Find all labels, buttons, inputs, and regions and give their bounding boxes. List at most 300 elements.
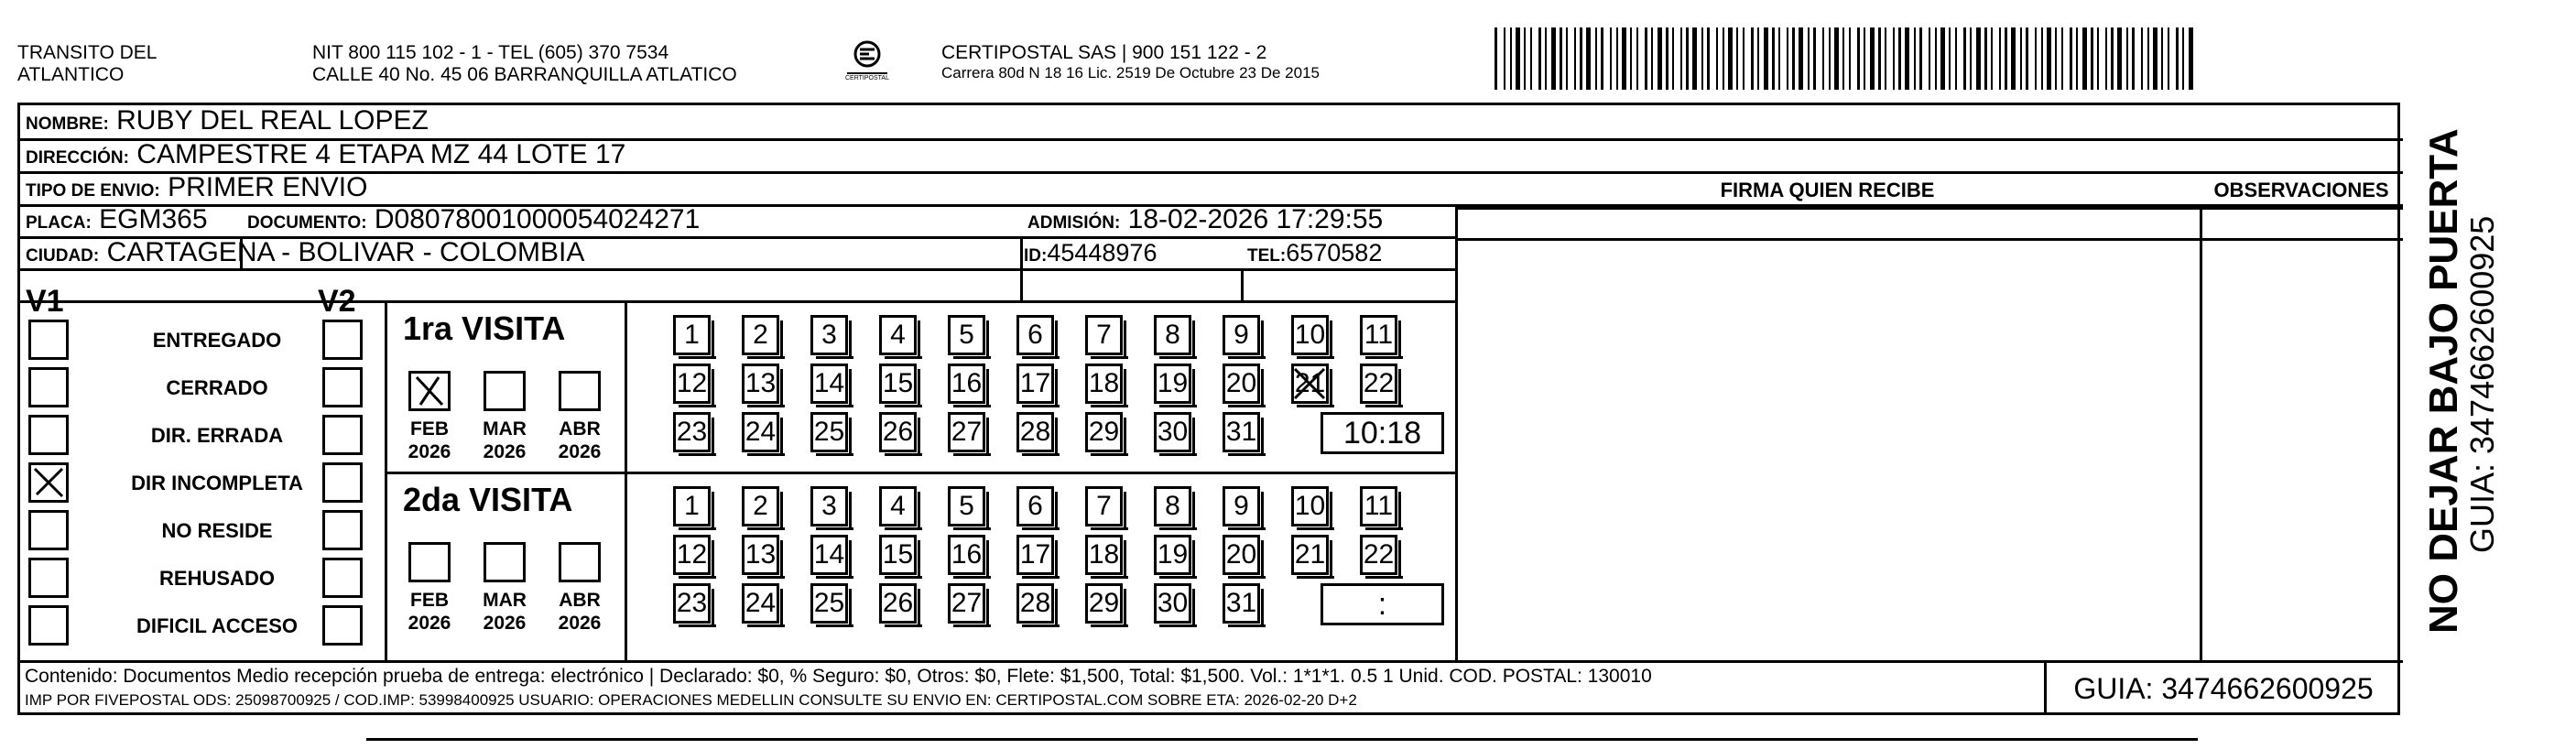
status-label: NO RESIDE bbox=[161, 519, 273, 542]
day-box[interactable] bbox=[1291, 535, 1329, 575]
day-box[interactable] bbox=[948, 364, 985, 404]
month-name: FEB bbox=[410, 418, 449, 440]
tipo-envio-label: TIPO DE ENVIO: bbox=[26, 181, 160, 201]
day-box[interactable] bbox=[1016, 412, 1054, 452]
day-number: 8 bbox=[1165, 491, 1180, 521]
day-number: 8 bbox=[1165, 320, 1180, 350]
ciudad-value: CARTAGENA - BOLIVAR - COLOMBIA bbox=[106, 237, 585, 267]
day-box[interactable] bbox=[742, 486, 779, 526]
barcode-bar bbox=[1645, 27, 1647, 90]
barcode-bar bbox=[1560, 27, 1562, 90]
day-number: 22 bbox=[1363, 539, 1395, 570]
barcode-bar bbox=[2041, 27, 2043, 90]
barcode-bar bbox=[2176, 27, 2179, 90]
divider bbox=[385, 472, 1455, 474]
day-box[interactable] bbox=[948, 412, 985, 452]
barcode-bar bbox=[2105, 27, 2107, 90]
barcode-bar bbox=[1940, 27, 1945, 90]
day-number: 2 bbox=[753, 491, 768, 521]
day-number: 9 bbox=[1234, 491, 1249, 521]
month-year: 2026 bbox=[483, 441, 527, 462]
month-label bbox=[402, 418, 457, 463]
day-number: 25 bbox=[813, 417, 845, 447]
day-box[interactable] bbox=[1291, 364, 1329, 404]
barcode-bar bbox=[1842, 27, 1844, 90]
courier-license: Carrera 80d N 18 16 Lic. 2519 De Octubre 23 De 2015 bbox=[941, 64, 1320, 81]
day-box[interactable] bbox=[1154, 535, 1191, 575]
day-box[interactable] bbox=[673, 412, 711, 452]
day-box[interactable] bbox=[810, 412, 848, 452]
month-checkbox[interactable] bbox=[408, 542, 451, 582]
day-number: 13 bbox=[745, 539, 777, 570]
v1-checkbox[interactable] bbox=[28, 367, 69, 407]
day-number: 25 bbox=[813, 588, 845, 618]
day-number: 16 bbox=[951, 539, 983, 570]
day-box[interactable] bbox=[948, 535, 985, 575]
barcode-bar bbox=[1787, 27, 1788, 90]
day-box[interactable] bbox=[810, 535, 848, 575]
barcode-bar bbox=[1963, 27, 1966, 90]
day-box[interactable] bbox=[1085, 583, 1123, 624]
day-number: 20 bbox=[1225, 539, 1257, 570]
barcode-bar bbox=[1984, 27, 1987, 90]
day-box[interactable] bbox=[948, 486, 985, 526]
day-number: 17 bbox=[1019, 539, 1051, 570]
no-dejar-bajo-puerta: NO DEJAR BAJO PUERTA bbox=[2421, 128, 2466, 634]
day-box[interactable] bbox=[1016, 364, 1054, 404]
v2-checkbox[interactable] bbox=[322, 510, 363, 550]
barcode-bar bbox=[1601, 27, 1603, 90]
barcode-bar bbox=[1935, 27, 1937, 90]
day-number: 30 bbox=[1157, 417, 1189, 447]
barcode-bar bbox=[1595, 27, 1597, 90]
barcode-bar bbox=[1898, 27, 1901, 90]
day-number: 11 bbox=[1364, 320, 1394, 350]
month-label bbox=[402, 589, 457, 635]
barcode-bar bbox=[1666, 27, 1668, 90]
barcode-bar bbox=[1723, 27, 1724, 90]
status-label: CERRADO bbox=[166, 376, 268, 399]
day-number: 28 bbox=[1019, 588, 1051, 618]
barcode-bar bbox=[1743, 27, 1745, 90]
month-checkbox[interactable] bbox=[484, 371, 526, 411]
barcode-bar bbox=[2153, 27, 2158, 90]
day-number: 19 bbox=[1157, 368, 1189, 398]
barcode-bar bbox=[2168, 27, 2169, 90]
contenido-line: Contenido: Documentos Medio recepción prueba de entrega: electrónico | Declarado: $0, % Seguro: $0, Otros: $0, Flete: $1,500, Total: $1,500. Vol.: 1*1*1. 0.5 1 Unid. COD. POSTAL: 130010 bbox=[25, 666, 1652, 687]
divider bbox=[1020, 236, 1023, 300]
barcode-bar bbox=[2161, 27, 2163, 90]
month-year: 2026 bbox=[558, 441, 602, 462]
placa-field bbox=[26, 204, 208, 235]
month-year: 2026 bbox=[408, 441, 451, 462]
day-number: 19 bbox=[1157, 539, 1189, 570]
day-box[interactable] bbox=[1016, 583, 1054, 624]
day-box[interactable] bbox=[810, 315, 848, 355]
status-label: ENTREGADO bbox=[152, 329, 282, 352]
barcode bbox=[1495, 27, 2196, 90]
barcode-bar bbox=[1680, 27, 1682, 90]
scan-line bbox=[366, 738, 2198, 741]
day-box[interactable] bbox=[1291, 486, 1329, 526]
day-box[interactable] bbox=[742, 315, 779, 355]
day-box[interactable] bbox=[948, 315, 985, 355]
day-box[interactable] bbox=[1223, 412, 1260, 452]
barcode-bar bbox=[2035, 27, 2037, 90]
barcode-bar bbox=[1976, 27, 1981, 90]
barcode-bar bbox=[1716, 27, 1718, 90]
barcode-bar bbox=[2126, 27, 2128, 90]
footer-guia: GUIA: 3474662600925 bbox=[2073, 672, 2374, 705]
issuer-line1: TRANSITO DEL bbox=[17, 42, 158, 63]
barcode-bar bbox=[1849, 27, 1851, 90]
day-box[interactable] bbox=[742, 412, 779, 452]
day-number: 26 bbox=[882, 588, 914, 618]
barcode-bar bbox=[1764, 27, 1768, 90]
barcode-bar bbox=[2061, 27, 2063, 90]
barcode-bar bbox=[1545, 27, 1547, 90]
day-number: 26 bbox=[882, 417, 914, 447]
barcode-bar bbox=[1813, 27, 1816, 90]
id-field bbox=[1024, 239, 1157, 267]
day-number: 16 bbox=[951, 368, 983, 398]
v2-checkbox[interactable] bbox=[322, 605, 363, 646]
day-box[interactable] bbox=[1223, 486, 1260, 526]
barcode-bar bbox=[1701, 27, 1703, 90]
barcode-bar bbox=[1651, 27, 1653, 90]
day-number: 5 bbox=[959, 491, 974, 521]
day-box[interactable] bbox=[1291, 315, 1329, 355]
id-value: 45448976 bbox=[1047, 239, 1158, 266]
day-number: 15 bbox=[882, 539, 914, 570]
barcode-bar bbox=[1999, 27, 2001, 90]
day-box[interactable] bbox=[1223, 583, 1260, 624]
day-number: 12 bbox=[676, 539, 708, 570]
placa-value: EGM365 bbox=[99, 204, 208, 234]
day-box[interactable] bbox=[1085, 364, 1123, 404]
month-year: 2026 bbox=[483, 613, 527, 634]
v2-checkbox[interactable] bbox=[322, 415, 363, 455]
day-number: 3 bbox=[821, 320, 837, 350]
visit-time[interactable]: : bbox=[1321, 583, 1444, 625]
v2-checkbox[interactable] bbox=[322, 320, 363, 360]
admision-field bbox=[1027, 204, 1383, 235]
month-name: FEB bbox=[410, 590, 449, 611]
barcode-bar bbox=[1857, 27, 1860, 90]
day-number: 22 bbox=[1363, 368, 1395, 398]
barcode-bar bbox=[1672, 27, 1674, 90]
day-box[interactable] bbox=[742, 535, 779, 575]
barcode-bar bbox=[1822, 27, 1824, 90]
day-box[interactable] bbox=[879, 535, 917, 575]
day-box[interactable] bbox=[673, 583, 711, 624]
barcode-bar bbox=[1757, 27, 1759, 90]
barcode-bar bbox=[1864, 27, 1865, 90]
tel-field bbox=[1247, 239, 1382, 267]
nombre-label: NOMBRE: bbox=[26, 114, 109, 134]
barcode-bar bbox=[1778, 27, 1780, 90]
divider bbox=[2200, 204, 2202, 660]
day-box[interactable] bbox=[1154, 486, 1191, 526]
month-checkbox[interactable] bbox=[559, 542, 601, 582]
side-guia: GUIA: 3474662600925 bbox=[2463, 215, 2501, 553]
courier-block bbox=[941, 42, 1320, 82]
month-checkbox[interactable] bbox=[484, 542, 526, 582]
documento-value: D08078001000054024271 bbox=[374, 204, 701, 234]
admision-label: ADMISIÓN: bbox=[1027, 213, 1121, 233]
barcode-bar bbox=[2091, 27, 2093, 90]
v1-checkbox[interactable] bbox=[28, 605, 69, 646]
day-box[interactable] bbox=[1154, 315, 1191, 355]
day-number: 21 bbox=[1294, 539, 1326, 570]
barcode-bar bbox=[1504, 27, 1505, 90]
day-number: 12 bbox=[676, 368, 708, 398]
barcode-bar bbox=[2111, 27, 2114, 90]
month-year: 2026 bbox=[558, 613, 602, 634]
day-box[interactable] bbox=[1223, 364, 1260, 404]
barcode-bar bbox=[2026, 27, 2028, 90]
barcode-bar bbox=[1692, 27, 1697, 90]
barcode-bar bbox=[1630, 27, 1632, 90]
barcode-bar bbox=[1834, 27, 1839, 90]
day-number: 29 bbox=[1088, 588, 1120, 618]
divider bbox=[1455, 204, 1458, 660]
day-box[interactable] bbox=[1154, 364, 1191, 404]
day-number: 23 bbox=[676, 417, 708, 447]
barcode-bar bbox=[2097, 27, 2099, 90]
day-box[interactable] bbox=[1085, 535, 1123, 575]
barcode-graphic bbox=[1495, 27, 2196, 90]
barcode-bar bbox=[2132, 27, 2135, 90]
divider bbox=[625, 300, 627, 660]
nit-line: NIT 800 115 102 - 1 - TEL (605) 370 7534 bbox=[312, 42, 669, 63]
v1-checkbox[interactable] bbox=[28, 558, 69, 598]
month-name: ABR bbox=[559, 590, 601, 611]
barcode-bar bbox=[2082, 27, 2087, 90]
visit-title: 1ra VISITA bbox=[403, 309, 566, 347]
day-number: 15 bbox=[882, 368, 914, 398]
day-box[interactable] bbox=[810, 364, 848, 404]
divider bbox=[1455, 207, 2403, 210]
barcode-bar bbox=[1870, 27, 1875, 90]
barcode-bar bbox=[1808, 27, 1810, 90]
v2-checkbox[interactable] bbox=[322, 558, 363, 598]
day-number: 4 bbox=[890, 320, 906, 350]
month-checkbox[interactable] bbox=[559, 371, 601, 411]
observaciones-header: OBSERVACIONES bbox=[2213, 179, 2389, 201]
logo-text: CERTIPOSTAL bbox=[845, 75, 889, 81]
nombre-value: RUBY DEL REAL LOPEZ bbox=[116, 105, 429, 136]
day-box[interactable] bbox=[1085, 412, 1123, 452]
barcode-bar bbox=[1955, 27, 1957, 90]
day-box[interactable] bbox=[673, 315, 711, 355]
visit-time[interactable]: 10:18 bbox=[1321, 412, 1444, 454]
documento-field bbox=[247, 204, 700, 235]
day-number: 11 bbox=[1364, 491, 1394, 521]
barcode-bar bbox=[1686, 27, 1689, 90]
v1-checkbox[interactable] bbox=[28, 320, 69, 360]
firma-header: FIRMA QUIEN RECIBE bbox=[1720, 179, 1935, 201]
barcode-bar bbox=[1636, 27, 1638, 90]
barcode-bar bbox=[1516, 27, 1520, 90]
barcode-bar bbox=[1885, 27, 1886, 90]
day-box[interactable] bbox=[673, 535, 711, 575]
barcode-bar bbox=[2005, 27, 2007, 90]
barcode-bar bbox=[1524, 27, 1526, 90]
day-box[interactable] bbox=[1360, 364, 1397, 404]
barcode-bar bbox=[1495, 27, 1497, 90]
day-box[interactable] bbox=[1154, 412, 1191, 452]
status-label: DIR. ERRADA bbox=[150, 424, 284, 447]
address-line: CALLE 40 No. 45 06 BARRANQUILLA ATLATICO bbox=[312, 64, 737, 85]
imp-line: IMP POR FIVEPOSTAL ODS: 25098700925 / COD.IMP: 53998400925 USUARIO: OPERACIONES MEDELLIN CONSULTE SU ENVIO EN: CERTIPOSTAL.COM SOBRE ETA: 2026-02-20 D+2 bbox=[25, 691, 1357, 709]
v1-checkbox[interactable] bbox=[28, 510, 69, 550]
day-number: 9 bbox=[1234, 320, 1249, 350]
month-name: MAR bbox=[483, 590, 527, 611]
barcode-bar bbox=[1530, 27, 1532, 90]
tipo-envio-field bbox=[26, 172, 367, 203]
ciudad-label: CIUDAD: bbox=[26, 246, 100, 266]
day-number: 27 bbox=[951, 417, 983, 447]
barcode-bar bbox=[1893, 27, 1895, 90]
barcode-bar bbox=[1919, 27, 1922, 90]
day-number: 5 bbox=[959, 320, 974, 350]
barcode-bar bbox=[1772, 27, 1775, 90]
day-box[interactable] bbox=[1016, 535, 1054, 575]
barcode-bar bbox=[1905, 27, 1909, 90]
divider bbox=[1455, 238, 2403, 241]
v2-header: V2 bbox=[318, 284, 356, 319]
ciudad-field bbox=[26, 237, 584, 268]
day-number: 30 bbox=[1157, 588, 1189, 618]
direccion-value: CAMPESTRE 4 ETAPA MZ 44 LOTE 17 bbox=[136, 139, 626, 169]
divider bbox=[20, 300, 1455, 303]
day-box[interactable] bbox=[1223, 535, 1260, 575]
barcode-bar bbox=[2182, 27, 2184, 90]
month-label bbox=[477, 589, 532, 635]
barcode-bar bbox=[1610, 27, 1612, 90]
barcode-bar bbox=[2055, 27, 2057, 90]
barcode-bar bbox=[1586, 27, 1591, 90]
day-number: 17 bbox=[1019, 368, 1051, 398]
x-mark-icon bbox=[1291, 365, 1329, 402]
month-label bbox=[552, 418, 607, 463]
v2-checkbox[interactable] bbox=[322, 462, 363, 503]
v1-checkbox[interactable] bbox=[28, 462, 69, 503]
tel-value: 6570582 bbox=[1286, 239, 1383, 266]
month-checkbox[interactable] bbox=[408, 371, 451, 411]
day-box[interactable] bbox=[1360, 315, 1397, 355]
day-box[interactable] bbox=[673, 364, 711, 404]
barcode-bar bbox=[1929, 27, 1930, 90]
placa-label: PLACA: bbox=[26, 213, 92, 233]
day-box[interactable] bbox=[948, 583, 985, 624]
barcode-bar bbox=[1878, 27, 1881, 90]
day-number: 14 bbox=[813, 368, 845, 398]
day-box[interactable] bbox=[1360, 486, 1397, 526]
day-box[interactable] bbox=[879, 583, 917, 624]
day-box[interactable] bbox=[1085, 315, 1123, 355]
status-label: DIFICIL ACCESO bbox=[136, 614, 298, 637]
day-number: 31 bbox=[1225, 417, 1257, 447]
day-number: 6 bbox=[1027, 491, 1043, 521]
barcode-bar bbox=[1538, 27, 1541, 90]
documento-label: DOCUMENTO: bbox=[247, 213, 367, 233]
admision-value: 18-02-2026 17:29:55 bbox=[1127, 204, 1384, 234]
day-box[interactable] bbox=[1223, 315, 1260, 355]
barcode-bar bbox=[1707, 27, 1710, 90]
tipo-envio-value: PRIMER ENVIO bbox=[168, 172, 368, 202]
day-box[interactable] bbox=[742, 583, 779, 624]
day-number: 29 bbox=[1088, 417, 1120, 447]
direccion-field bbox=[26, 139, 625, 170]
day-box[interactable] bbox=[1154, 583, 1191, 624]
issuer-contact-block bbox=[312, 42, 737, 86]
barcode-bar bbox=[1970, 27, 1972, 90]
barcode-bar bbox=[2011, 27, 2016, 90]
v1-header: V1 bbox=[26, 284, 64, 319]
day-number: 1 bbox=[684, 491, 700, 521]
barcode-bar bbox=[2141, 27, 2143, 90]
divider bbox=[20, 268, 1455, 271]
day-number: 24 bbox=[745, 417, 777, 447]
day-box[interactable] bbox=[810, 486, 848, 526]
day-number: 18 bbox=[1088, 539, 1120, 570]
x-mark-icon bbox=[411, 374, 448, 408]
barcode-bar bbox=[2189, 27, 2193, 90]
day-box[interactable] bbox=[742, 364, 779, 404]
day-box[interactable] bbox=[879, 412, 917, 452]
day-box[interactable] bbox=[673, 486, 711, 526]
day-number: 6 bbox=[1027, 320, 1043, 350]
barcode-bar bbox=[1914, 27, 1916, 90]
day-box[interactable] bbox=[1360, 535, 1397, 575]
direccion-label: DIRECCIÓN: bbox=[26, 148, 129, 168]
day-box[interactable] bbox=[1016, 315, 1054, 355]
barcode-bar bbox=[2147, 27, 2149, 90]
month-label bbox=[477, 418, 532, 463]
issuer-block bbox=[17, 42, 157, 86]
barcode-bar bbox=[1751, 27, 1754, 90]
v1-checkbox[interactable] bbox=[28, 415, 69, 455]
day-number: 14 bbox=[813, 539, 845, 570]
day-number: 3 bbox=[821, 491, 837, 521]
day-box[interactable] bbox=[810, 583, 848, 624]
v2-checkbox[interactable] bbox=[322, 367, 363, 407]
day-number: 7 bbox=[1096, 491, 1112, 521]
day-number: 4 bbox=[890, 491, 906, 521]
day-box[interactable] bbox=[1085, 486, 1123, 526]
barcode-bar bbox=[1622, 27, 1626, 90]
barcode-bar bbox=[1566, 27, 1568, 90]
barcode-bar bbox=[1574, 27, 1576, 90]
barcode-bar bbox=[1510, 27, 1512, 90]
barcode-bar bbox=[2047, 27, 2051, 90]
status-label: REHUSADO bbox=[159, 567, 275, 590]
day-box[interactable] bbox=[879, 315, 917, 355]
day-box[interactable] bbox=[879, 486, 917, 526]
day-number: 7 bbox=[1096, 320, 1112, 350]
day-number: 18 bbox=[1088, 368, 1120, 398]
day-number: 31 bbox=[1225, 588, 1257, 618]
barcode-bar bbox=[1799, 27, 1803, 90]
barcode-bar bbox=[1736, 27, 1738, 90]
day-box[interactable] bbox=[1016, 486, 1054, 526]
barcode-bar bbox=[2076, 27, 2078, 90]
day-box[interactable] bbox=[879, 364, 917, 404]
status-label: DIR INCOMPLETA bbox=[131, 472, 303, 494]
day-number: 20 bbox=[1225, 368, 1257, 398]
